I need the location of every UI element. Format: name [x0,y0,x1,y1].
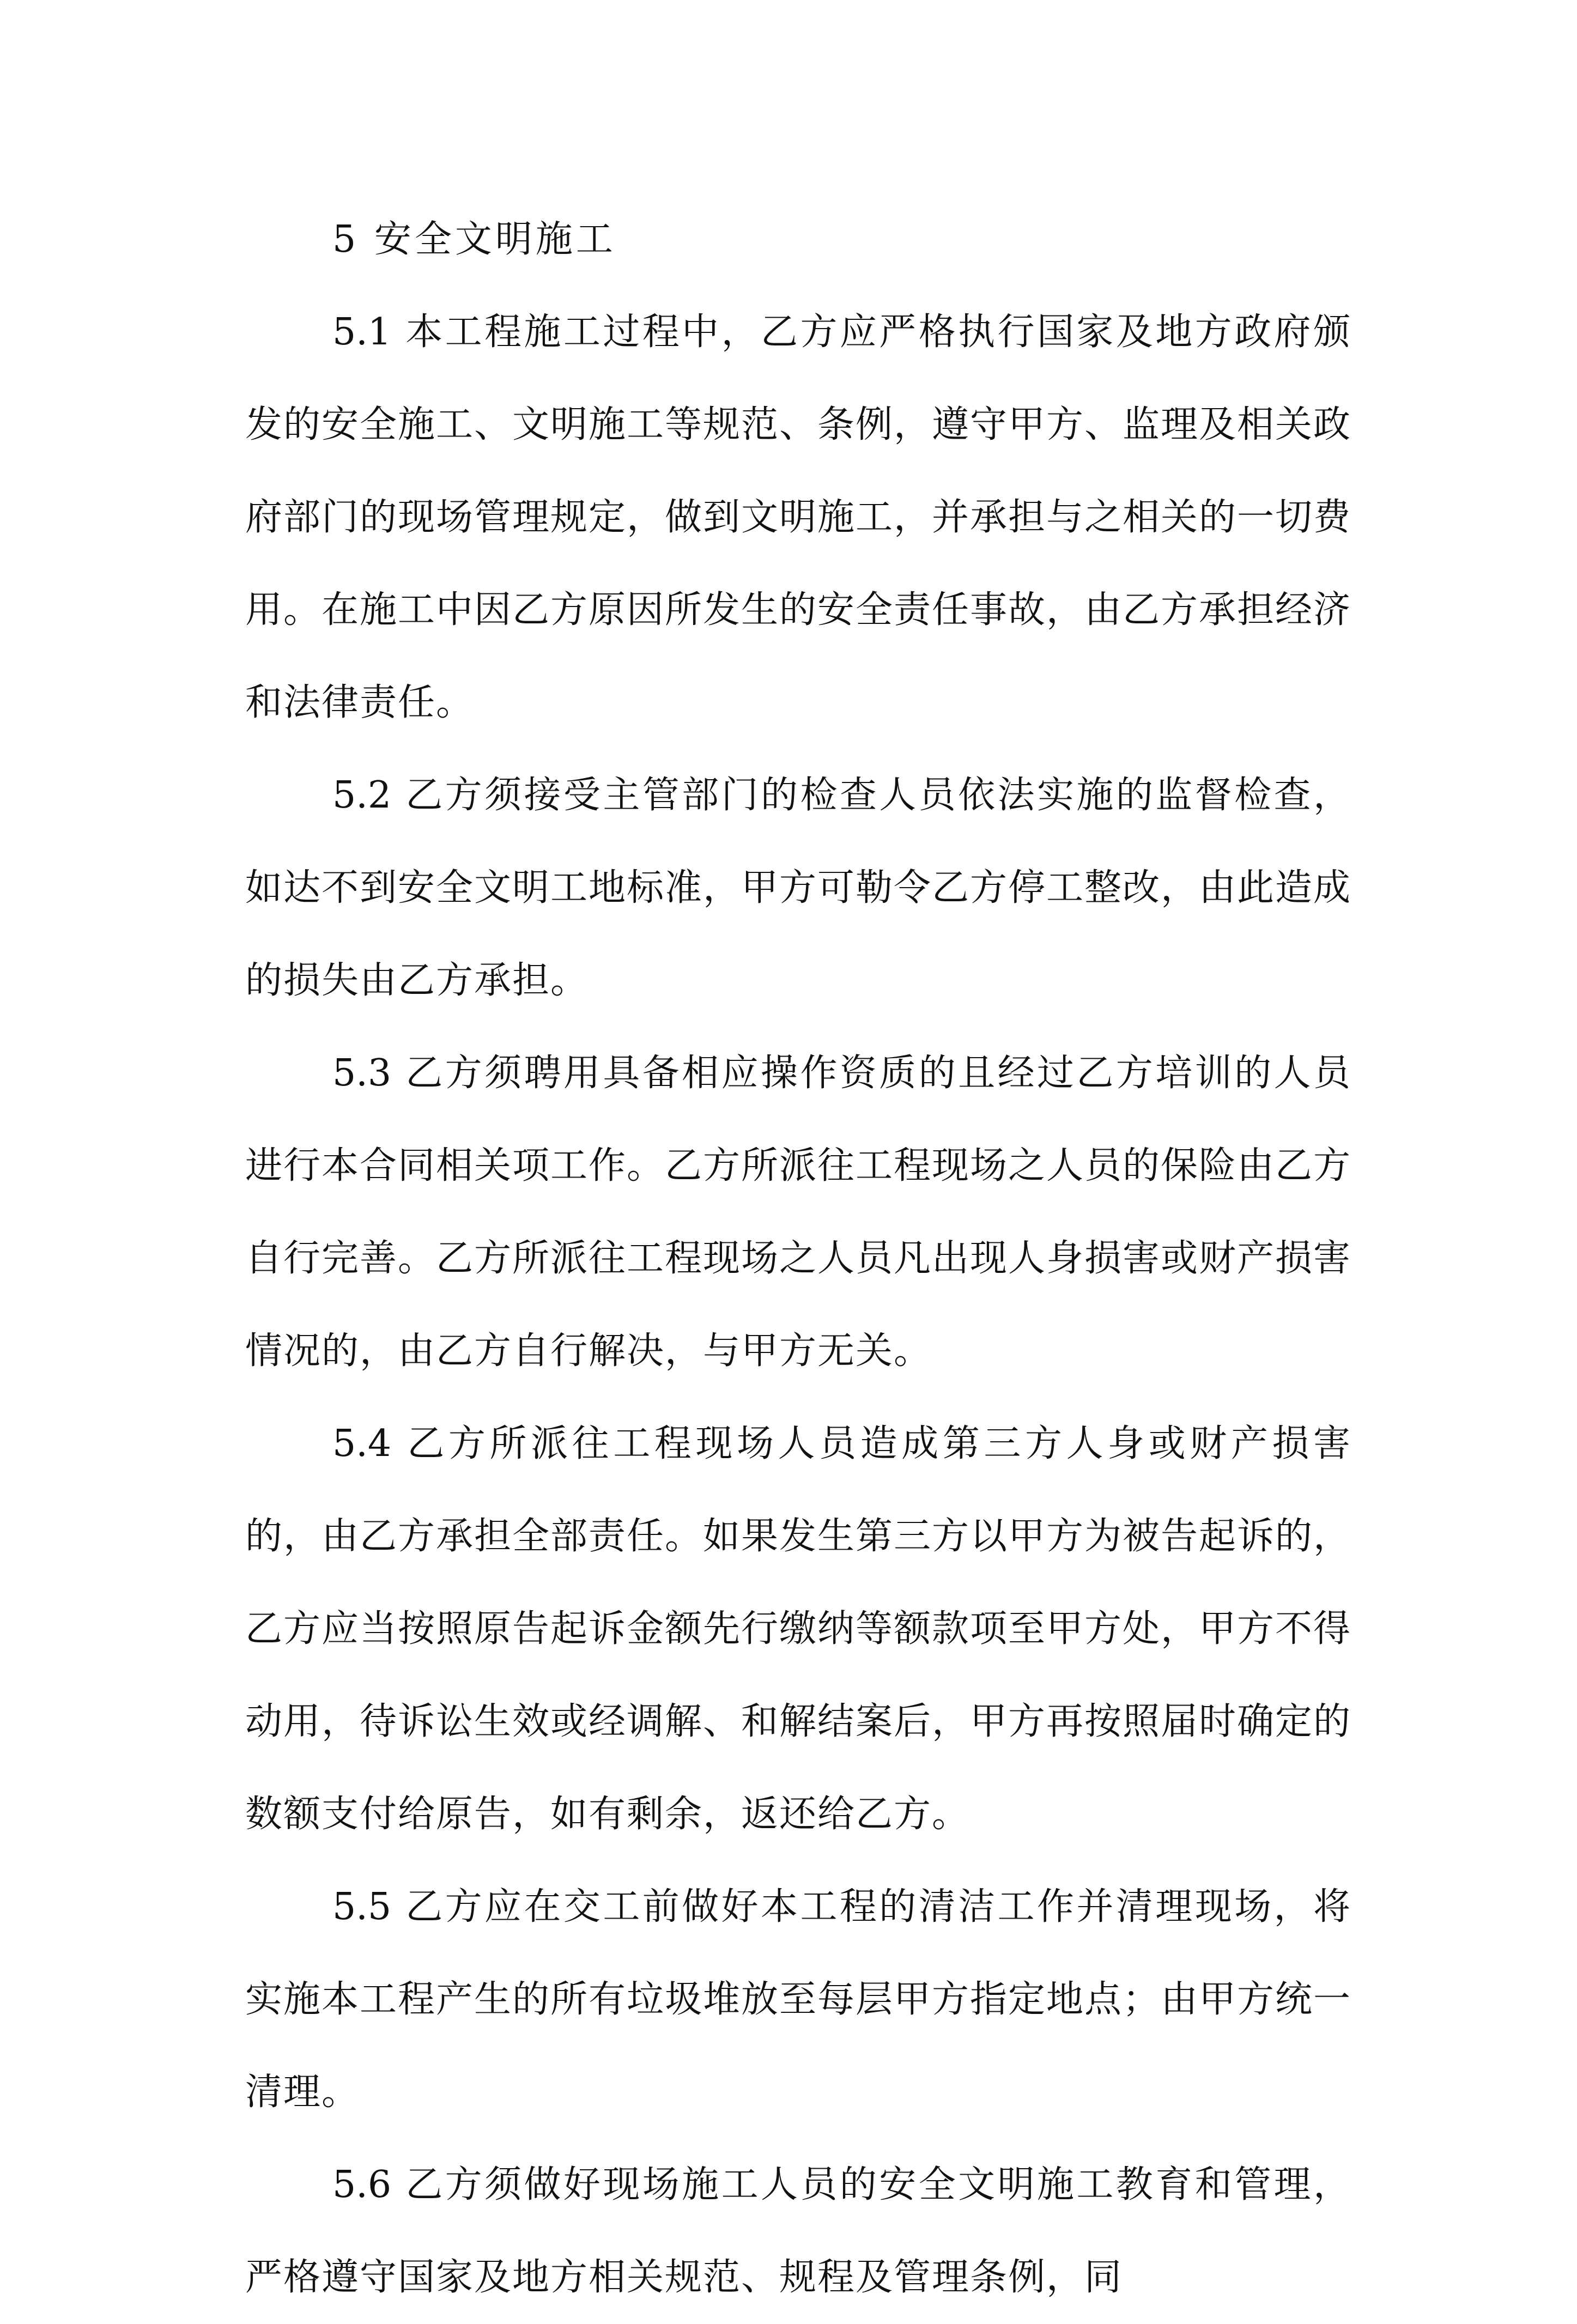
clause-5-2 [245,749,1351,1027]
clause-text: 乙方须接受主管部门的检查人员依法实施的监督检查，如达不到安全文明工地标准，甲方可勒令乙方停工整改，由此造成的损失由乙方承担。 [245,774,1352,1002]
clause-number: 5.2 [332,774,392,817]
clause-text: 乙方所派往工程现场人员造成第三方人身或财产损害的，由乙方承担全部责任。如果发生第三方以甲方为被告起诉的，乙方应当按照原告起诉金额先行缴纳等额款项至甲方处，甲方不得动用，待诉讼生效或经调解、和解结案后，甲方再按照届时确定的数额支付给原告，如有剩余，返还给乙方。 [245,1422,1352,1836]
clause-text: 乙方须聘用具备相应操作资质的且经过乙方培训的人员进行本合同相关项工作。乙方所派往工程现场之人员的保险由乙方自行完善。乙方所派往工程现场之人员凡出现人身损害或财产损害情况的，由乙方自行解决，与甲方无关。 [245,1052,1352,1373]
clause-number: 5.1 [332,311,392,354]
clause-number: 5.6 [332,2163,392,2206]
clause-text: 本工程施工过程中，乙方应严格执行国家及地方政府颁发的安全施工、文明施工等规范、条例，遵守甲方、监理及相关政府部门的现场管理规定，做到文明施工，并承担与之相关的一切费用。在施工中因乙方原因所发生的安全责任事故，由乙方承担经济和法律责任。 [245,311,1352,724]
clause-5-1 [245,286,1351,749]
clause-number: 5.3 [332,1052,392,1095]
clause-5-5 [245,1861,1351,2139]
clause-5-6 [245,2139,1351,2324]
clause-5-3 [245,1027,1351,1398]
document-page [245,193,1351,2324]
clause-text: 乙方应在交工前做好本工程的清洁工作并清理现场，将实施本工程产生的所有垃圾堆放至每层甲方指定地点；由甲方统一清理。 [245,1885,1352,2114]
clause-text: 乙方须做好现场施工人员的安全文明施工教育和管理，严格遵守国家及地方相关规范、规程及管理条例，同 [245,2163,1351,2299]
clause-number: 5.5 [332,1885,392,1928]
section-title: 5 安全文明施工 [332,218,616,261]
clause-5-4 [245,1398,1351,1861]
clause-number: 5.4 [332,1422,392,1465]
